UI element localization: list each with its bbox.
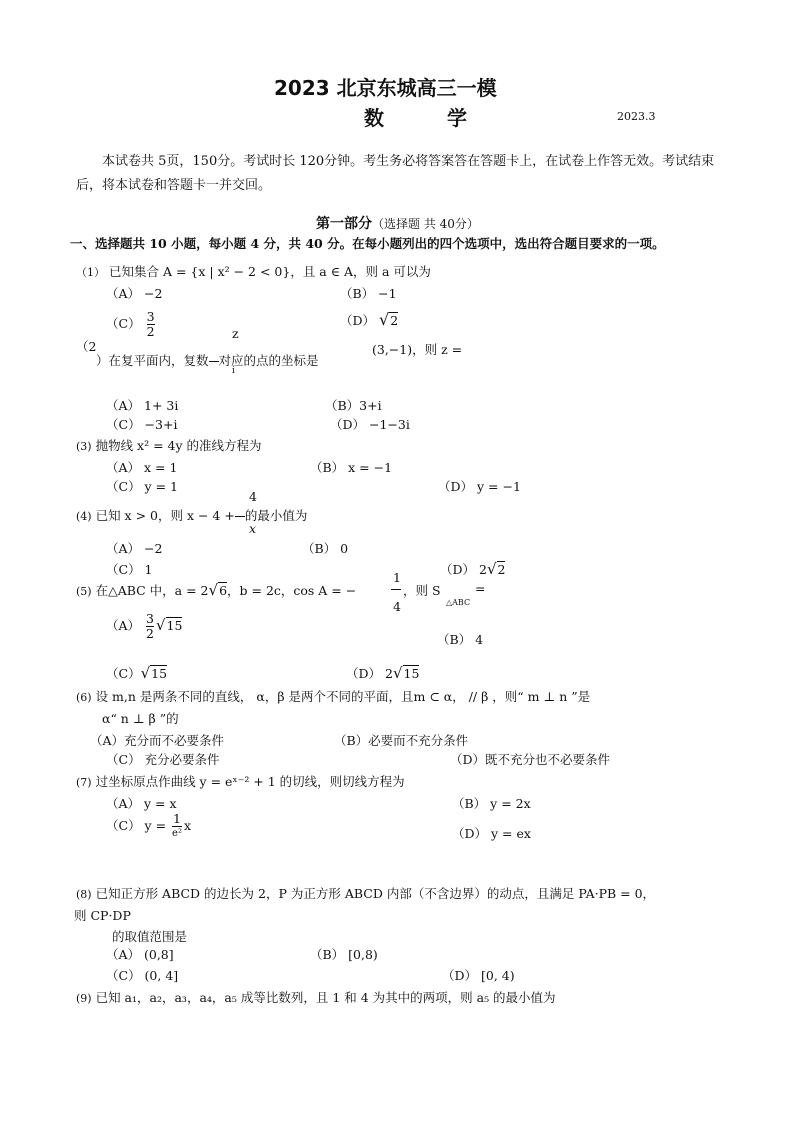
q6-option-b: （B）必要而不充分条件 <box>334 733 469 748</box>
q7-option-b: （B） y = 2x <box>452 796 531 811</box>
question-2-number: （2 <box>76 339 97 354</box>
fraction <box>172 812 182 841</box>
option-label: （C） y = <box>106 818 167 833</box>
q2-option-d: （D） −1−3i <box>330 417 410 432</box>
sqrt-sign: √ <box>155 616 166 634</box>
question-7 <box>76 772 405 790</box>
option-label: （D） <box>340 313 376 328</box>
q2-option-b: （B）3+i <box>325 398 382 413</box>
question-1 <box>76 262 431 280</box>
radicand: 2 <box>497 562 506 577</box>
question-3 <box>76 436 262 454</box>
q5-option-a <box>106 612 182 641</box>
q2-denominator: i <box>232 366 235 376</box>
question-stem: 已知正方形 ABCD 的边长为 2，P 为正方形 ABCD 内部（不含边界）的动点，且满足 PA·PB = 0， <box>95 886 656 901</box>
subject-title: 数 学 <box>364 106 495 130</box>
q5-option-c <box>106 664 167 682</box>
question-stem: 设 m,n 是两条不同的直线， α，β 是两个不同的平面，且m ⊂ α， // β ，则“ m ⊥ n ”是 <box>95 689 591 704</box>
denominator: 2 <box>146 324 155 339</box>
radicand: 15 <box>151 666 168 681</box>
q6-option-c: （C） 充分必要条件 <box>106 752 220 767</box>
option-label: （A） <box>106 618 141 633</box>
q3-option-a: （A） x = 1 <box>106 460 178 475</box>
sqrt-sign: √ <box>140 664 151 682</box>
sqrt-sign: √ <box>208 581 219 599</box>
option-label: （C） <box>106 316 141 331</box>
question-stem-a: 已知 x > 0，则 x − 4 + <box>95 508 235 523</box>
sqrt-sign: √ <box>392 664 403 682</box>
q8-option-b: （B） [0,8) <box>310 947 378 962</box>
question-9 <box>76 988 556 1006</box>
q2-option-a: （A） 1+ 3i <box>106 398 179 413</box>
q1-option-b: （B） −1 <box>340 286 397 301</box>
fraction-bar <box>235 516 245 517</box>
q5-stem-c: ，则 S <box>403 583 441 598</box>
section-instruction: 一、选择题共 10 小题，每小题 4 分，共 40 分。在每小题列出的四个选项中，选出符合题目要求的一项。 <box>70 236 665 251</box>
question-stem-a: ）在复平面内，复数 <box>96 353 209 368</box>
fraction <box>147 310 155 339</box>
q5-fraction-bar <box>391 589 401 590</box>
numerator: 3 <box>146 611 154 626</box>
q2-option-c: （C） −3+i <box>106 417 178 432</box>
question-number: (7) <box>76 776 92 789</box>
question-2 <box>96 351 319 369</box>
denominator: 2 <box>146 626 154 641</box>
option-label: （C） <box>106 666 141 681</box>
q8-option-c: （C） (0, 4] <box>106 968 179 983</box>
fraction <box>146 612 154 641</box>
question-number: （1） <box>76 266 105 279</box>
numerator: 1 <box>173 811 181 826</box>
option-label: （D） 2 <box>440 562 487 577</box>
q5-stem-d: = <box>475 581 486 596</box>
radicand: 15 <box>403 666 420 681</box>
q3-option-d: （D） y = −1 <box>438 479 521 494</box>
question-stem-b: 的最小值为 <box>244 508 308 523</box>
question-number: (3) <box>76 440 92 453</box>
exam-title: 2023 北京东城高三一模 <box>274 76 497 100</box>
sqrt-sign: √ <box>486 560 497 578</box>
radicand: 6 <box>219 583 228 598</box>
question-number: (5) <box>76 585 92 598</box>
question-stem-b: ，b = 2c，cos A = − <box>227 583 357 598</box>
q5-fraction-numerator: 1 <box>393 570 401 585</box>
q2-numerator: z <box>232 326 239 341</box>
question-number: (4) <box>76 510 92 523</box>
question-stem-b: 对应的点的坐标是 <box>218 353 319 368</box>
q7-option-d: （D） y = ex <box>452 826 531 841</box>
fraction-bar <box>209 361 219 362</box>
q5-option-b: （B） 4 <box>437 632 484 647</box>
q8-stem-3: 的取值范围是 <box>112 929 188 944</box>
section-title: 第一部分 <box>316 216 372 232</box>
question-stem: 已知集合 A = {x | x² − 2 < 0}，且 a ∈ A，则 a 可以为 <box>108 264 431 279</box>
q4-option-b: （B） 0 <box>302 541 349 556</box>
question-stem: 过坐标原点作曲线 y = eˣ⁻² + 1 的切线，则切线方程为 <box>95 774 405 789</box>
q4-option-d <box>440 560 505 578</box>
question-5 <box>76 581 356 599</box>
q1-option-a: （A） −2 <box>106 286 163 301</box>
q7-option-a: （A） y = x <box>106 796 177 811</box>
q3-option-b: （B） x = −1 <box>310 460 393 475</box>
q4-option-c: （C） 1 <box>106 562 153 577</box>
variable: x <box>183 818 192 833</box>
q8-option-d: （D） [0, 4) <box>442 968 515 983</box>
q8-stem-2: 则 CP·DP <box>74 908 131 923</box>
section-heading <box>316 213 479 233</box>
q8-option-a: （A） (0,8] <box>106 947 174 962</box>
q1-option-c <box>106 310 157 339</box>
question-6 <box>76 687 590 705</box>
q4-fraction-denominator: x <box>249 521 257 536</box>
intro-paragraph: 本试卷共 5页，150分。考试时长 120分钟。考生务必将答案答在答题卡上，在试卷上作答无效。考试结束后，将本试卷和答题卡一并交回。 <box>76 154 715 193</box>
question-4 <box>76 506 307 524</box>
q4-option-a: （A） −2 <box>106 541 163 556</box>
option-label: （D） 2 <box>346 666 393 681</box>
question-stem: 已知 a₁，a₂，a₃，a₄，a₅ 成等比数列，且 1 和 4 为其中的两项，则 a₅ 的最小值为 <box>95 990 556 1005</box>
question-number: (6) <box>76 691 92 704</box>
q7-option-c <box>106 812 191 841</box>
question-stem: 抛物线 x² = 4y 的准线方程为 <box>95 438 262 453</box>
section-note: （选择题 共 40分） <box>372 217 479 231</box>
exam-date: 2023.3 <box>617 110 656 123</box>
q2-stem-c: (3,−1)，则 z = <box>372 342 463 357</box>
denominator: e² <box>172 828 182 839</box>
radicand: 15 <box>166 618 183 633</box>
sqrt-sign: √ <box>379 310 390 329</box>
q1-option-d <box>340 310 398 329</box>
q3-option-c: （C） y = 1 <box>106 479 178 494</box>
numerator: 3 <box>146 309 155 324</box>
question-number: (9) <box>76 992 92 1005</box>
question-8 <box>76 884 655 902</box>
q6-stem-2: α“ n ⊥ β ”的 <box>102 711 179 726</box>
q5-option-d <box>346 664 419 682</box>
question-stem-a: 在△ABC 中，a = 2 <box>95 583 209 598</box>
q4-fraction-numerator: 4 <box>249 489 257 504</box>
question-number: (8) <box>76 888 92 901</box>
q5-subscript: △ABC <box>446 598 471 607</box>
q6-option-d: （D）既不充分也不必要条件 <box>450 752 611 767</box>
q5-fraction-denominator: 4 <box>393 599 401 614</box>
radicand: 2 <box>390 313 399 328</box>
q6-option-a: （A）充分而不必要条件 <box>90 733 225 748</box>
